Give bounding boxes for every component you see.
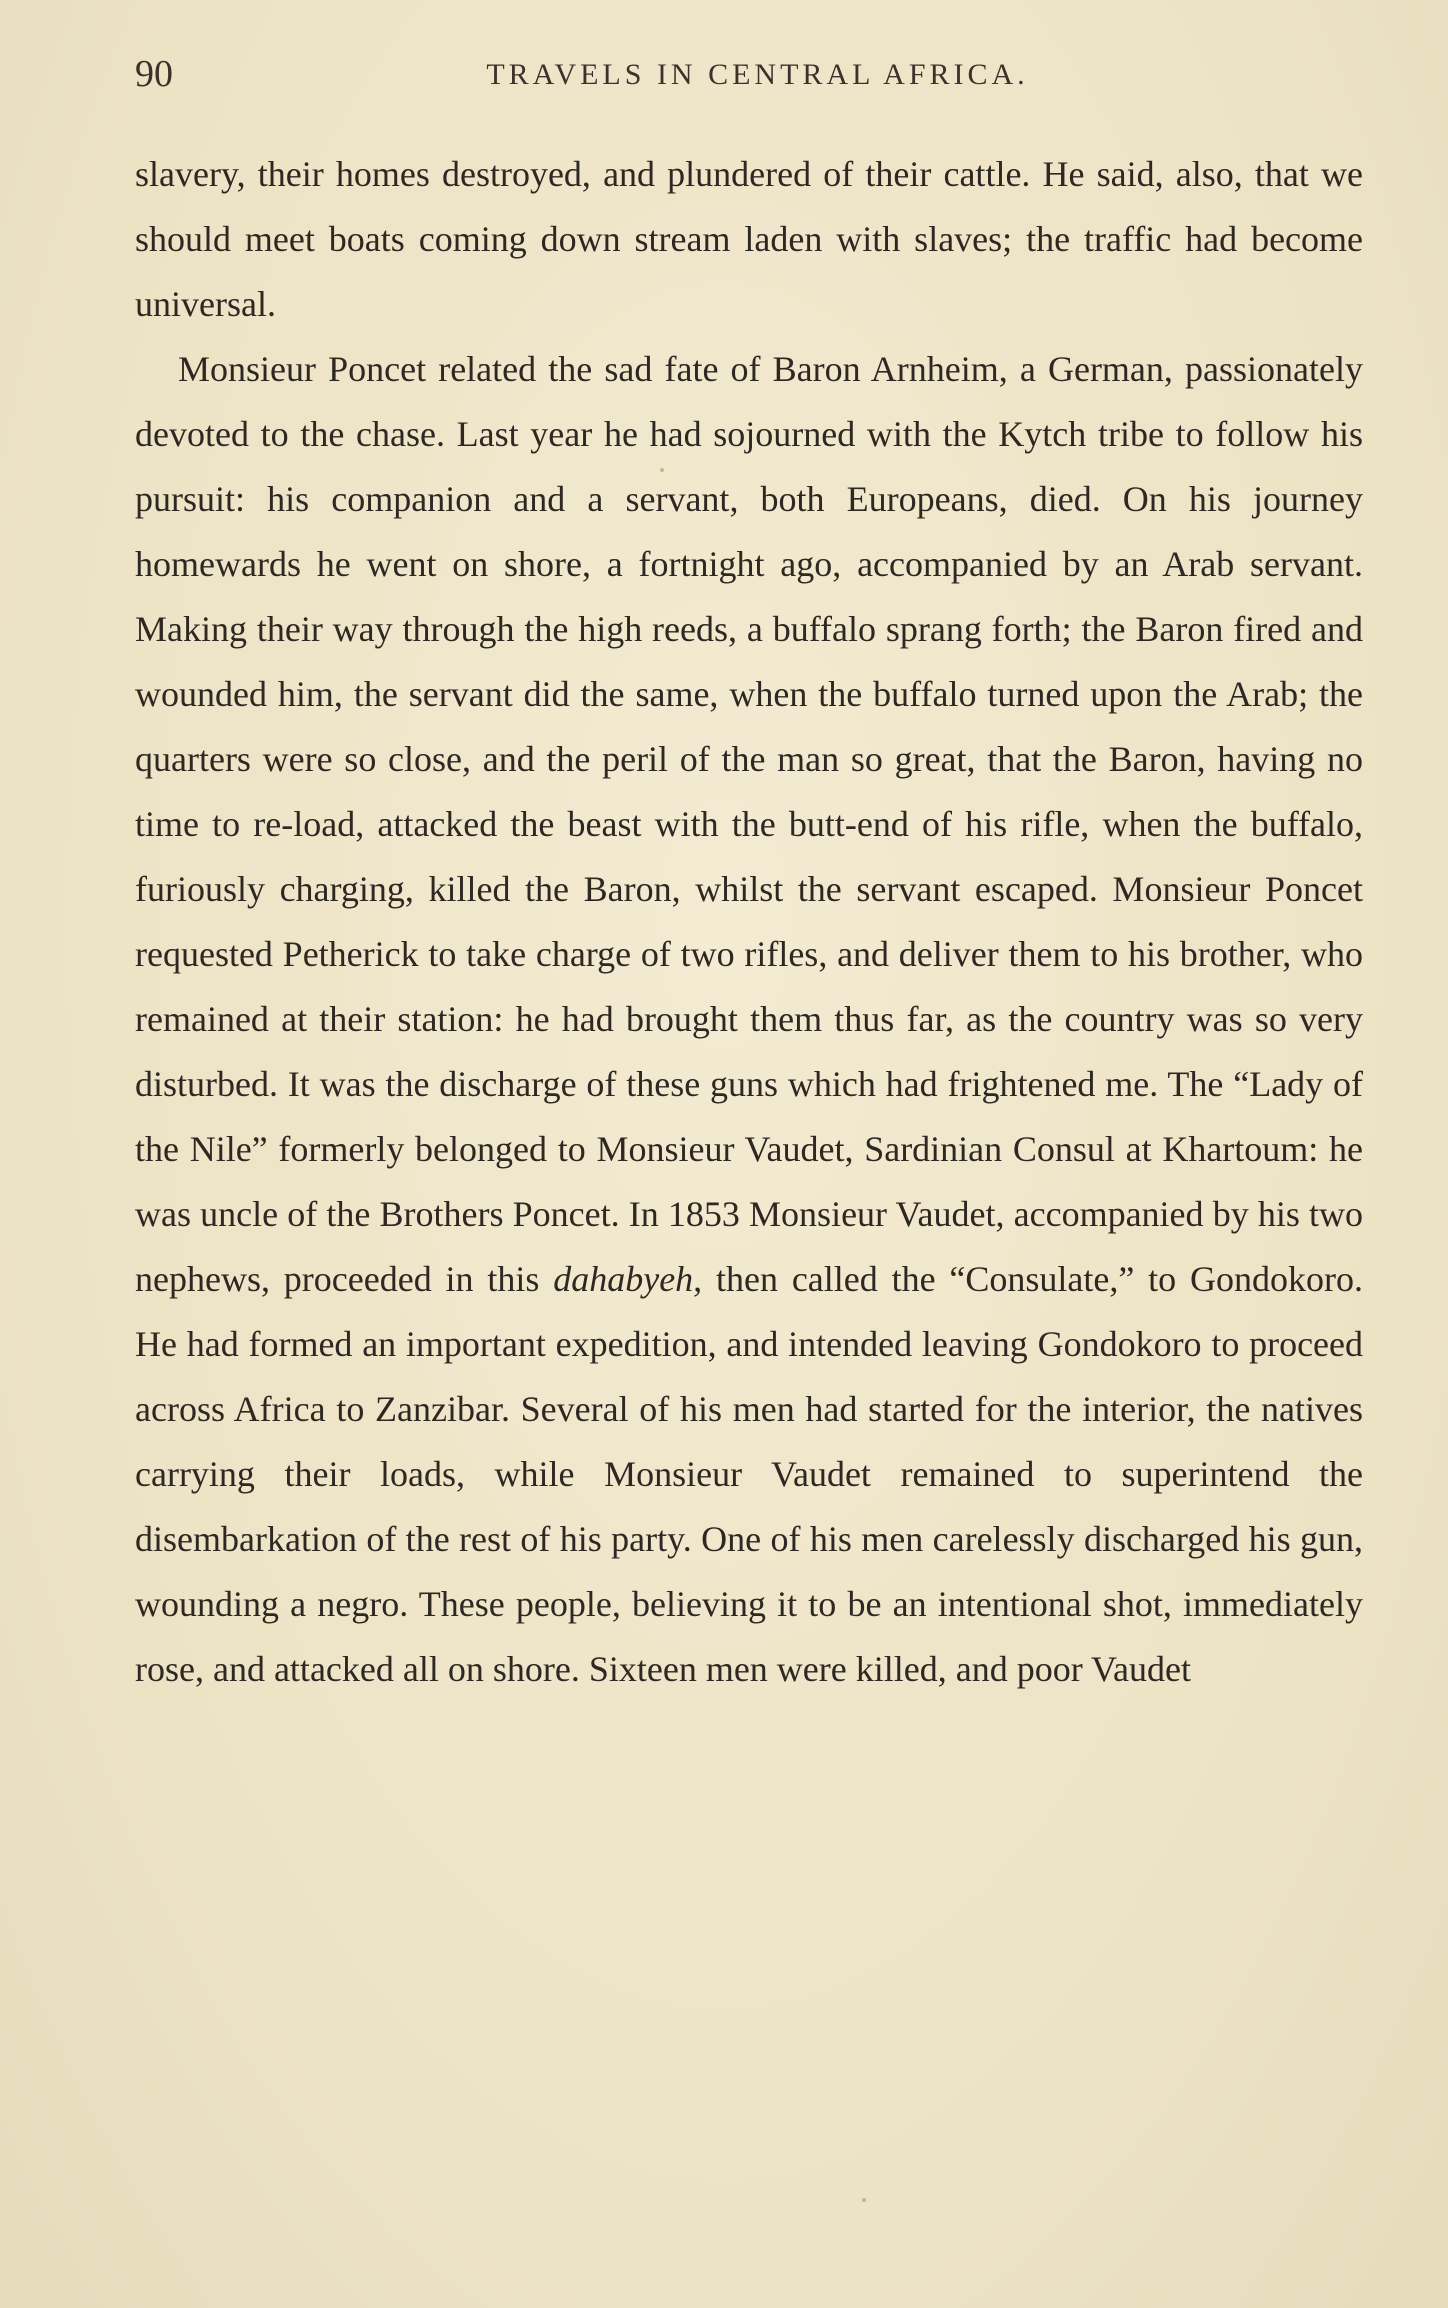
paper-speck (862, 2198, 866, 2202)
paragraph (135, 142, 1363, 337)
page-header (135, 52, 1380, 108)
paper-speck (660, 468, 664, 472)
running-head: TRAVELS IN CENTRAL AFRICA. (486, 58, 1029, 91)
text-segment: Monsieur Poncet related the sad fate of Baron Arnheim, a German, passionately devoted to the chase. Last year he had sojourned with the Kytch tribe to follow his pursuit: his companion and a servant, both Europeans, died. On his journey homewards he went on shore, a fortnight ago, accompanied by an Arab servant. Making their way through the high reeds, a buffalo sprang forth; the Baron fired and wounded him, the servant did the same, when the buffalo turned upon the Arab; the quarters were so close, and the peril of the man so great, that the Baron, having no time to re-load, attacked the beast with the butt-end of his rifle, when the buffalo, furiously charging, killed the Baron, whilst the servant escaped. Monsieur Poncet requested Petherick to take charge of two rifles, and deliver them to his brother, who remained at their station: he had brought them thus far, as the country was so very disturbed. It was the discharge of these guns which had frightened me. The “Lady of the Nile” formerly belonged to Monsieur Vaudet, Sardinian Consul at Khartoum: he was uncle of the Brothers Poncet. In 1853 Monsieur Vaudet, accompanied by his two nephews, proceeded in this (135, 349, 1363, 1299)
page-number: 90 (135, 53, 173, 95)
paragraph (135, 337, 1363, 1702)
text-segment: then called the “Consulate,” to Gondokoro. He had formed an important expedition, and intended leaving Gondokoro to proceed across Africa to Zanzibar. Several of his men had started for the interior, the natives carrying their loads, while Monsieur Vaudet remained to superintend the disembarkation of the rest of his party. One of his men carelessly discharged his gun, wounding a negro. These people, believing it to be an intentional shot, immediately rose, and attacked all on shore. Sixteen men were killed, and poor Vaudet (135, 1259, 1364, 1689)
italic-text: dahabyeh, (553, 1259, 703, 1299)
text-segment: slavery, their homes destroyed, and plundered of their cattle. He said, also, that we should meet boats coming down stream laden with slaves; the traffic had become universal. (135, 154, 1363, 324)
body-text (135, 142, 1363, 1702)
